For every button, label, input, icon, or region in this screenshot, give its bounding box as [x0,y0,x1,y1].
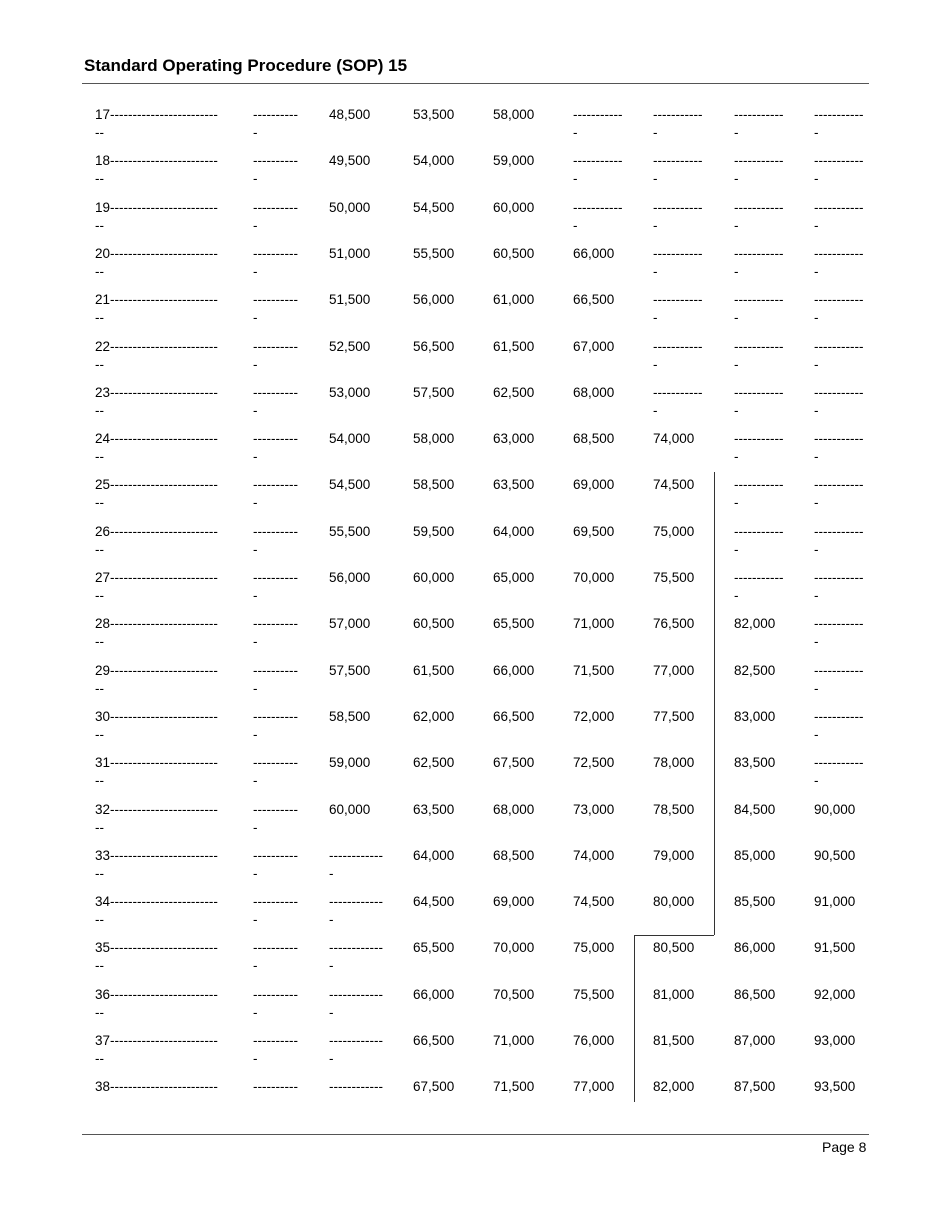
table-cell: ---------- - [253,986,298,1020]
table-cell: ---------- - [253,199,298,233]
table-cell: 73,000 [573,801,615,817]
table-cell: ------------ [329,1079,383,1095]
table-cell: 63,500 [413,801,455,817]
table-cell: 82,000 [653,1079,695,1095]
page-title: Standard Operating Procedure (SOP) 15 [84,56,408,75]
table-cell: ---------- - [253,570,298,603]
table-cell: 93,000 [814,1033,856,1048]
table-cell: 53,500 [413,107,455,122]
table-cell: 50,000 [329,199,371,215]
table-cell: 75,000 [573,940,615,956]
table-cell: ----------- - [814,570,864,603]
footer-rule [82,1134,869,1135]
table-cell: 71,000 [573,616,615,632]
table-cell: ------------ - [329,940,383,974]
table-cell: ------------ - [329,894,383,928]
table-cell: ----------- - [814,107,864,140]
table-cell: 87,000 [734,1033,776,1048]
row-label: 36------------------------ -- [95,986,218,1020]
table-cell: 62,500 [493,384,535,400]
table-cell: ----------- - [814,292,864,326]
table-cell: 83,500 [734,755,776,771]
table-cell: 58,500 [329,708,371,724]
table-cell: ---------- - [253,245,298,279]
row-label: 32------------------------ -- [95,801,218,835]
table-cell: 75,500 [573,986,615,1002]
table-cell: 81,500 [653,1033,695,1048]
row-label: 35------------------------ -- [95,940,218,974]
table-cell: 55,500 [329,523,371,539]
step-divider-vertical-lower [634,935,635,1102]
table-cell: 62,000 [413,708,455,724]
row-label: 19------------------------ -- [95,199,218,233]
table-cell: 90,000 [814,801,856,817]
table-cell: ---------- - [253,616,298,650]
row-label: 25------------------------ -- [95,477,218,511]
table-cell: ---------- - [253,431,298,465]
table-cell: 86,500 [734,986,776,1002]
table-cell: 74,000 [573,847,615,863]
table-cell: ---------- - [253,1033,298,1066]
table-cell: ---------- - [253,894,298,928]
table-cell: 85,500 [734,894,776,910]
table-cell: ----------- - [734,570,784,603]
table-cell: 71,500 [573,662,615,678]
table-cell: 60,000 [329,801,371,817]
table-cell: ----------- - [814,245,864,279]
table-cell: 70,500 [493,986,535,1002]
table-cell: ----------- - [734,292,784,326]
table-cell: 54,500 [413,199,455,215]
table-cell: 66,500 [573,292,615,308]
table-cell: ----------- - [814,523,864,557]
table-cell: 75,500 [653,570,695,585]
table-cell: 60,000 [493,199,535,215]
row-label: 18------------------------ -- [95,153,218,187]
table-cell: ---------- - [253,755,298,789]
row-label: 31------------------------ -- [95,755,218,789]
table-cell: ---------- - [253,292,298,326]
table-cell: 69,500 [573,523,615,539]
table-cell: 51,000 [329,245,371,261]
table-cell: ----------- - [734,523,784,557]
row-label: 27------------------------ -- [95,570,218,603]
table-cell: 74,000 [653,431,695,447]
table-cell: 68,500 [573,431,615,447]
table-cell: 80,000 [653,894,695,910]
table-cell: 63,500 [493,477,535,493]
table-cell: 60,500 [413,616,455,632]
table-cell: 57,500 [413,384,455,400]
table-cell: 83,000 [734,708,776,724]
row-label: 29------------------------ -- [95,662,218,696]
table-cell: ----------- - [653,245,703,279]
table-cell: ----------- - [734,477,784,511]
table-cell: ----------- - [573,107,623,140]
table-cell: 54,000 [413,153,455,169]
table-cell: ----------- - [814,708,864,742]
table-cell: 90,500 [814,847,856,863]
table-cell: 61,000 [493,292,535,308]
table-cell: 68,500 [493,847,535,863]
table-cell: ----------- - [653,384,703,418]
table-cell: ----------- - [814,338,864,372]
table-cell: 59,500 [413,523,455,539]
table-cell: 63,000 [493,431,535,447]
table-cell: 55,500 [413,245,455,261]
table-cell: 67,000 [573,338,615,354]
table-cell: 67,500 [493,755,535,771]
table-cell: 72,500 [573,755,615,771]
table-cell: 69,000 [493,894,535,910]
table-cell: 79,000 [653,847,695,863]
table-cell: ------------ - [329,986,383,1020]
table-cell: 76,500 [653,616,695,632]
table-cell: 58,000 [413,431,455,447]
table-cell: ----------- - [653,153,703,187]
row-label: 22------------------------ -- [95,338,218,372]
table-cell: 70,000 [493,940,535,956]
table-cell: 52,500 [329,338,371,354]
row-label: 37------------------------ -- [95,1033,218,1066]
table-cell: 71,500 [493,1079,535,1095]
table-cell: 68,000 [493,801,535,817]
row-label: 17------------------------ -- [95,107,218,140]
table-cell: 66,000 [493,662,535,678]
table-cell: ---------- - [253,801,298,835]
table-cell: 81,000 [653,986,695,1002]
table-cell: 69,000 [573,477,615,493]
table-cell: ----------- - [814,477,864,511]
table-cell: 78,000 [653,755,695,771]
table-cell: ----------- - [734,384,784,418]
table-cell: 54,000 [329,431,371,447]
table-cell: ------------ - [329,847,383,881]
table-cell: 51,500 [329,292,371,308]
table-cell: ----------- - [653,338,703,372]
table-cell: 61,500 [493,338,535,354]
table-cell: ----------- - [653,107,703,140]
table-cell: 66,500 [493,708,535,724]
table-cell: ----------- - [814,431,864,465]
row-label: 30------------------------ -- [95,708,218,742]
table-cell: ---------- - [253,523,298,557]
row-label: 34------------------------ -- [95,894,218,928]
table-cell: 75,000 [653,523,695,539]
table-cell: 66,000 [413,986,455,1002]
table-cell: ------------ - [329,1033,383,1066]
table-cell: 56,000 [413,292,455,308]
table-cell: ----------- - [734,431,784,465]
table-cell: 62,500 [413,755,455,771]
table-cell: 77,000 [653,662,695,678]
table-cell: 57,500 [329,662,371,678]
table-cell: 71,000 [493,1033,535,1048]
row-label: 38------------------------ [95,1079,218,1095]
table-cell: 66,000 [573,245,615,261]
table-cell: 64,000 [413,847,455,863]
table-cell: 87,500 [734,1079,776,1095]
table-cell: 53,000 [329,384,371,400]
table-cell: 85,000 [734,847,776,863]
table-cell: ----------- - [814,384,864,418]
table-cell: ----------- - [814,199,864,233]
table-cell: 60,500 [493,245,535,261]
table-cell: 76,000 [573,1033,615,1048]
table-cell: ---------- - [253,338,298,372]
table-cell: 77,000 [573,1079,615,1095]
row-label: 28------------------------ -- [95,616,218,650]
table-cell: ----------- - [653,199,703,233]
table-cell: 67,500 [413,1079,455,1095]
step-divider-horizontal [634,935,714,936]
table-cell: 74,500 [653,477,695,493]
table-cell: ---------- - [253,847,298,881]
table-cell: 66,500 [413,1033,455,1048]
table-cell: 74,500 [573,894,615,910]
table-cell: 92,000 [814,986,856,1002]
page-number: Page 8 [822,1139,867,1155]
table-cell: 58,500 [413,477,455,493]
table-cell: ----------- - [734,153,784,187]
table-cell: 86,000 [734,940,776,956]
table-cell: ----------- - [814,755,864,789]
table-cell: ---------- [253,1079,298,1095]
table-cell: ----------- - [653,292,703,326]
row-label: 20------------------------ -- [95,245,218,279]
table-cell: ----------- - [734,245,784,279]
table-cell: 78,500 [653,801,695,817]
table-cell: 80,500 [653,940,695,956]
table-cell: ----------- - [734,338,784,372]
table-cell: ---------- - [253,153,298,187]
table-cell: ----------- - [814,153,864,187]
row-label: 21------------------------ -- [95,292,218,326]
table-cell: 64,000 [493,523,535,539]
table-cell: 82,000 [734,616,776,632]
table-cell: 54,500 [329,477,371,493]
table-cell: 65,000 [493,570,535,585]
table-cell: ----------- - [734,199,784,233]
table-cell: 65,500 [413,940,455,956]
table-cell: 56,000 [329,570,371,585]
table-cell: ---------- - [253,107,298,140]
row-label: 24------------------------ -- [95,431,218,465]
table-cell: 58,000 [493,107,535,122]
table-cell: ---------- - [253,662,298,696]
table-cell: 84,500 [734,801,776,817]
table-cell: 59,000 [329,755,371,771]
table-cell: ----------- - [814,662,864,696]
table-cell: ----------- - [573,153,623,187]
table-cell: 61,500 [413,662,455,678]
row-label: 33------------------------ -- [95,847,218,881]
table-cell: 70,000 [573,570,615,585]
table-cell: 64,500 [413,894,455,910]
table-cell: 93,500 [814,1079,856,1095]
table-cell: 91,000 [814,894,856,910]
table-cell: 59,000 [493,153,535,169]
table-cell: 60,000 [413,570,455,585]
step-divider-vertical-upper [714,472,715,935]
table-cell: ----------- - [734,107,784,140]
row-label: 23------------------------ -- [95,384,218,418]
table-cell: ----------- - [573,199,623,233]
table-cell: 49,500 [329,153,371,169]
table-cell: 56,500 [413,338,455,354]
table-cell: 77,500 [653,708,695,724]
table-cell: ---------- - [253,384,298,418]
table-cell: 65,500 [493,616,535,632]
table-cell: ----------- - [814,616,864,650]
table-cell: 48,500 [329,107,371,122]
table-cell: 68,000 [573,384,615,400]
table-cell: 82,500 [734,662,776,678]
table-cell: 91,500 [814,940,856,956]
table-cell: ---------- - [253,477,298,511]
table-cell: 72,000 [573,708,615,724]
row-label: 26------------------------ -- [95,523,218,557]
table-cell: 57,000 [329,616,371,632]
table-cell: ---------- - [253,708,298,742]
table-cell: ---------- - [253,940,298,974]
